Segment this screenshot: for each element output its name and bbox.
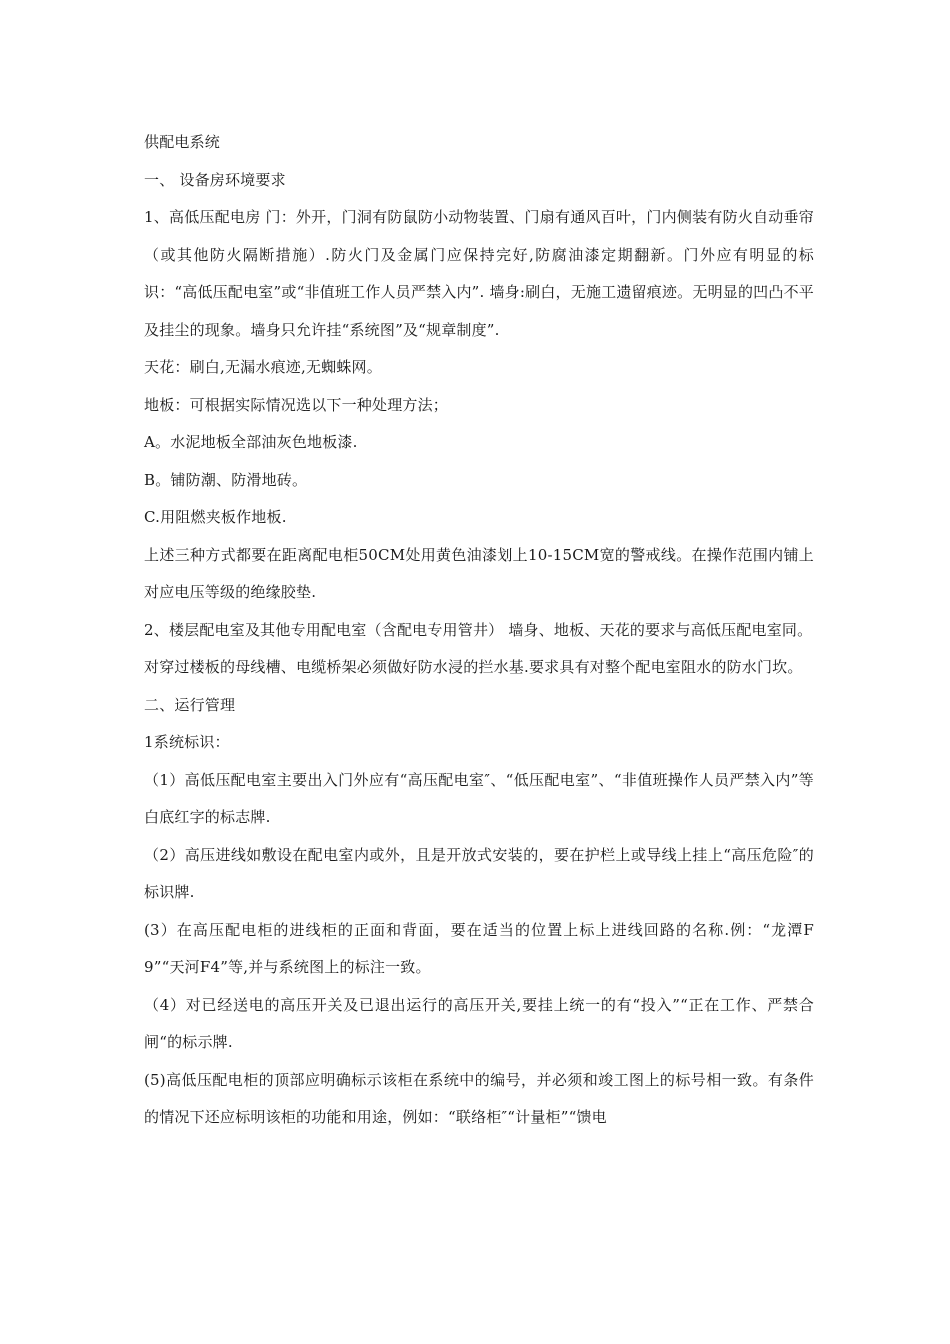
paragraph-floor-intro: 地板：可根据实际情况选以下一种处理方法； (144, 395, 449, 414)
subheading-system-labels: 1系统标识： (144, 733, 230, 751)
section-heading-operation: 二、运行管理 (144, 695, 236, 714)
list-item-2: （2）高压进线如敷设在配电室内或外，且是开放式安装的，要在护栏上或导线上挂上“高压危险″的标识牌. (144, 845, 814, 901)
paragraph-warning-line: 上述三种方式都要在距离配电柜50CM处用黄色油漆划上10-15CM宽的警戒线。在操作范围内铺上对应电压等级的绝缘胶垫. (144, 545, 814, 601)
list-item-3: (3）在高压配电柜的进线柜的正面和背面，要在适当的位置上标上进线回路的名称.例：“龙潭F9”“天河F4”等,并与系统图上的标注一致。 (144, 920, 814, 976)
list-item-5: (5)高低压配电柜的顶部应明确标示该柜在系统中的编号，并必须和竣工图上的标号相一致。有条件的情况下还应标明该柜的功能和用途，例如：“联络柜″“计量柜”“馈电 (144, 1070, 814, 1126)
paragraph-floor-distribution-room: 2、楼层配电室及其他专用配电室（含配电专用管井） 墙身、地板、天花的要求与高低压配电室同。 (144, 620, 813, 639)
paragraph-floor-option-b: B。铺防潮、防滑地砖。 (144, 470, 308, 489)
paragraph-floor-option-a: A。水泥地板全部油灰色地板漆. (144, 433, 358, 451)
paragraph-ceiling: 天花：刷白,无漏水痕迹,无蜘蛛网。 (144, 358, 382, 376)
paragraph-floor-option-c: C.用阻燃夹板作地板. (144, 508, 287, 526)
document-body (144, 124, 814, 1137)
list-item-1: （1）高低压配电室主要出入门外应有“高压配电室″、“低压配电室”、“非值班操作人员严禁入内”等白底红字的标志牌. (144, 770, 814, 826)
list-item-4: （4）对已经送电的高压开关及已退出运行的高压开关,要挂上统一的有“投入”“正在工作、严禁合闸“的标示牌. (144, 995, 814, 1051)
paragraph-high-low-voltage-room: 1、高低压配电房 门：外开，门洞有防鼠防小动物装置、门扇有通风百叶，门内侧装有防火自动垂帘（或其他防火隔断措施）.防火门及金属门应保持完好,防腐油漆定期翻新。门外应有明显的标识：“高低压配电室”或“非值班工作人员严禁入内”. 墙身:刷白，无施工遗留痕迹。无明显的凹凸不平及挂尘的现象。墙身只允许挂“系统图”及“规章制度”. (144, 208, 814, 339)
paragraph-waterproof: 对穿过楼板的母线槽、电缆桥架必须做好防水浸的拦水基.要求具有对整个配电室阻水的防水门坎。 (144, 658, 803, 676)
document-title: 供配电系统 (144, 133, 221, 151)
section-heading-environment: 一、 设备房环境要求 (144, 170, 286, 189)
